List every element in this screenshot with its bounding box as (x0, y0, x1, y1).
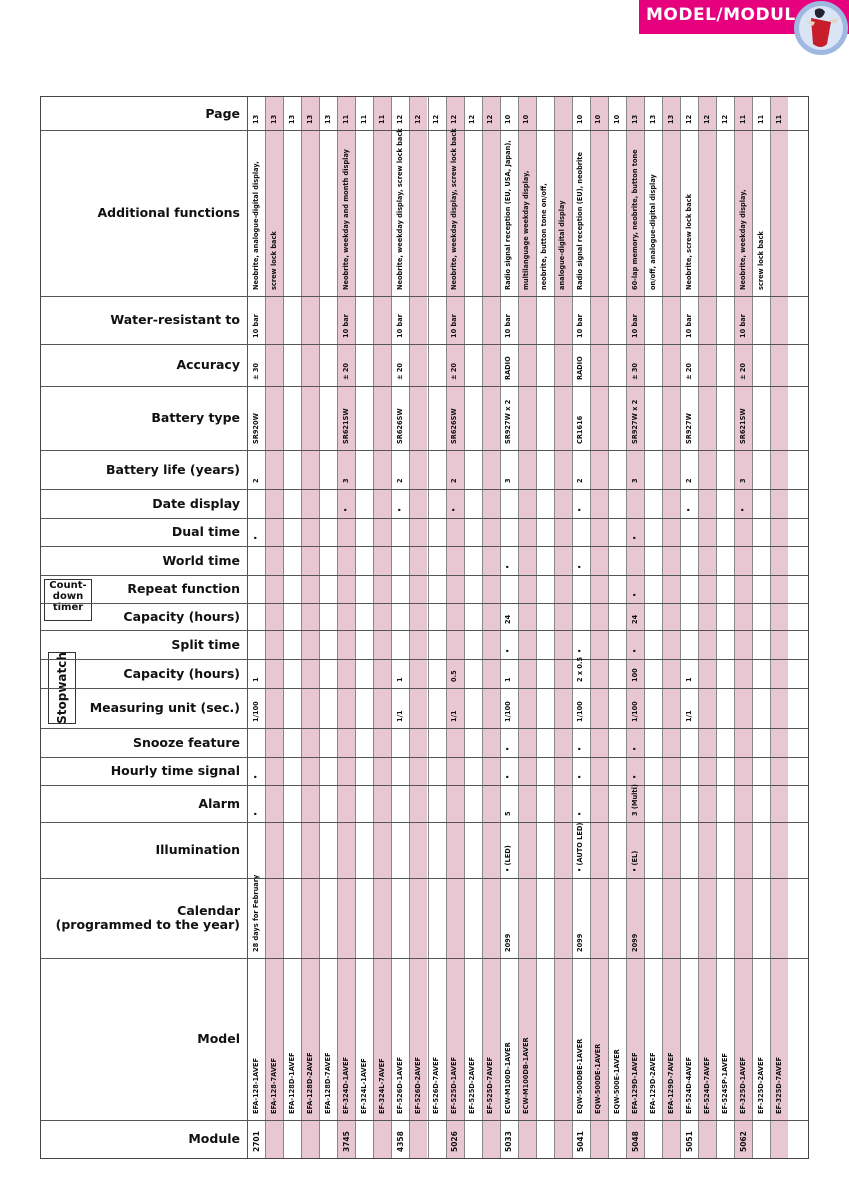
cell-text: Radio signal reception (EU, USA, Japan), (504, 140, 513, 290)
cell-text: ± 20 (684, 363, 693, 380)
cell-text: 11 (341, 114, 350, 124)
cell-text: Neobrite, weekday display, screw lock back (395, 128, 404, 290)
column-divider (464, 97, 465, 1158)
column-stripe (301, 97, 319, 1158)
cell-text: 12 (468, 114, 477, 124)
column-divider (608, 97, 609, 1158)
cell-text: 10 (594, 114, 603, 124)
row-label-split: Split time (171, 636, 240, 652)
cell-text: EF-325D-7AVEF (774, 1057, 783, 1114)
row-label-cd_capacity: Capacity (hours) (123, 608, 240, 624)
cell-text: • (576, 746, 585, 751)
cell-text: Neobrite, weekday and month display (341, 149, 350, 290)
cell-text: SR920W (251, 413, 260, 444)
column-divider (283, 97, 284, 1158)
cell-text: 13 (305, 114, 314, 124)
row-divider (41, 728, 808, 729)
cell-text: • (576, 811, 585, 816)
cell-text: EF-524D-4AVEF (684, 1057, 693, 1114)
row-divider (41, 450, 808, 451)
column-divider (355, 97, 356, 1158)
column-divider (373, 97, 374, 1158)
row-label-model: Model (197, 1031, 240, 1046)
row-divider (41, 386, 808, 387)
cell-text: • (450, 507, 459, 512)
cell-text: Neobrite, weekday display, screw lock back (450, 128, 459, 290)
cell-text: 3 (341, 478, 350, 483)
cell-text: 10 bar (395, 314, 404, 338)
column-divider (446, 97, 447, 1158)
column-divider (752, 97, 753, 1158)
column-stripe (698, 97, 716, 1158)
cell-text: 1/1 (684, 710, 693, 722)
column-stripe (482, 97, 500, 1158)
cell-text: on/off, analogue-digital display (648, 174, 657, 290)
row-label-module: Module (188, 1131, 240, 1146)
cell-text: ± 20 (395, 363, 404, 380)
cell-text: SR927W x 2 (630, 399, 639, 444)
cell-text: 5048 (630, 1131, 640, 1152)
row-divider (41, 296, 808, 297)
cell-text: 12 (486, 114, 495, 124)
cell-text: screw lock back (756, 231, 765, 290)
row-label-battery_life: Battery life (years) (106, 461, 240, 477)
column-stripe (373, 97, 391, 1158)
cell-text: 2 (251, 478, 260, 483)
cell-text: 2099 (630, 933, 639, 952)
cell-text: • (251, 774, 260, 779)
row-divider (41, 603, 808, 604)
cell-text: 3745 (341, 1131, 351, 1152)
cell-text: 1/100 (630, 701, 639, 722)
cell-text: EFA-129D-2AVEF (648, 1052, 657, 1114)
row-divider (41, 822, 808, 823)
cell-text: Neobrite, screw lock back (684, 194, 693, 290)
cell-text: • (630, 746, 639, 751)
cell-text: 5062 (738, 1131, 748, 1152)
cell-text: 12 (684, 114, 693, 124)
label-column-divider (247, 97, 248, 1158)
cell-text: 10 bar (684, 314, 693, 338)
cell-text: analogue-digital display (558, 200, 567, 290)
cell-text: 11 (738, 114, 747, 124)
cell-text: 10 bar (504, 314, 513, 338)
column-divider (644, 97, 645, 1158)
cell-text: • (684, 507, 693, 512)
cell-text: 2099 (576, 933, 585, 952)
cell-text: • (576, 564, 585, 569)
cell-text: SR626SW (395, 408, 404, 444)
cell-text: 12 (395, 114, 404, 124)
cell-text: • (251, 811, 260, 816)
cell-text: ± 20 (341, 363, 350, 380)
column-divider (572, 97, 573, 1158)
row-label-alarm: Alarm (198, 795, 240, 811)
cell-text: 2099 (504, 933, 513, 952)
column-divider (698, 97, 699, 1158)
cell-text: • (AUTO LED) (576, 822, 585, 872)
row-divider (41, 688, 808, 689)
row-divider (41, 958, 808, 959)
cell-text: EFA-128-7AVEF (269, 1058, 278, 1114)
cell-text: EFA-128-1AVEF (251, 1058, 260, 1114)
cell-text: EF-526D-2AVEF (413, 1057, 422, 1114)
column-divider (770, 97, 771, 1158)
cell-text: 11 (377, 114, 386, 124)
cell-text: 60-lap memory, neobrite, button tone (630, 149, 639, 290)
cell-text: 10 bar (450, 314, 459, 338)
row-label-dual: Dual time (171, 524, 240, 539)
cell-text: EF-324D-1AVEF (341, 1057, 350, 1114)
column-divider (500, 97, 501, 1158)
cell-text: ± 30 (251, 363, 260, 380)
cell-text: 12 (432, 114, 441, 124)
cell-text: 1 (504, 677, 513, 682)
cell-text: • (504, 648, 513, 653)
cell-text: 3 (Multi) (630, 784, 639, 816)
row-label-accuracy: Accuracy (176, 357, 240, 372)
cell-text: EF-324L-7AVEF (377, 1058, 386, 1114)
cell-text: SR621SW (738, 408, 747, 444)
cell-text: • (395, 507, 404, 512)
column-stripe (590, 97, 608, 1158)
cell-text: RADIO (576, 356, 585, 380)
cell-text: 10 (612, 114, 621, 124)
cell-text: • (341, 507, 350, 512)
cell-text: 13 (666, 114, 675, 124)
cell-text: 12 (720, 114, 729, 124)
page-title: MODEL/MODUL (646, 5, 796, 25)
cell-text: CR1616 (576, 415, 585, 444)
cell-text: SR626SW (450, 408, 459, 444)
cell-text: EQW-500DBE-1AVER (576, 1038, 585, 1114)
cell-text: 2 (576, 478, 585, 483)
row-label-repeat: Repeat function (127, 581, 240, 596)
cell-text: Radio signal reception (EU), neobrite (576, 152, 585, 290)
cell-text: 10 bar (630, 314, 639, 338)
cell-text: 13 (648, 114, 657, 124)
column-divider (554, 97, 555, 1158)
cell-text: Neobrite, weekday display, (738, 189, 747, 290)
row-divider (41, 659, 808, 660)
cell-text: ECW-M100DB-1AVER (522, 1037, 531, 1114)
row-divider (41, 546, 808, 547)
cell-text: 10 bar (738, 314, 747, 338)
cell-text: 24 (504, 614, 513, 624)
row-label-additional: Additional functions (97, 205, 240, 220)
cell-text: 2701 (251, 1131, 261, 1152)
cell-text: 0.5 (450, 670, 459, 682)
column-stripe (770, 97, 788, 1158)
cell-text: EF-325D-2AVEF (756, 1057, 765, 1114)
cell-text: Neobrite, analogue-digital display, (251, 161, 260, 290)
row-divider (41, 344, 808, 345)
cell-text: 4358 (395, 1131, 405, 1152)
figure-logo-icon (793, 0, 849, 56)
cell-text: EF-524SP-1AVEF (720, 1053, 729, 1114)
cell-text: • (251, 535, 260, 540)
cell-text: SR621SW (341, 408, 350, 444)
cell-text: • (630, 592, 639, 597)
row-label-battery_type: Battery type (151, 410, 240, 425)
cell-text: • (504, 746, 513, 751)
cell-text: 100 (630, 668, 639, 682)
cell-text: screw lock back (269, 231, 278, 290)
cell-text: EFA-129D-1AVEF (630, 1052, 639, 1114)
cell-text: SR927W (684, 413, 693, 444)
cell-text: 10 (504, 114, 513, 124)
cell-text: 3 (630, 478, 639, 483)
cell-text: 5051 (684, 1131, 694, 1152)
cell-text: 10 bar (576, 314, 585, 338)
cell-text: • (EL) (630, 850, 639, 872)
row-label-page: Page (205, 105, 240, 121)
row-label-measuring: Measuring unit (sec.) (89, 700, 240, 715)
column-divider (482, 97, 483, 1158)
countdown-timer-label: Count- down timer (44, 579, 92, 621)
column-stripe (662, 97, 680, 1158)
row-label-illumination: Illumination (155, 842, 240, 857)
cell-text: 1/1 (395, 710, 404, 722)
column-divider (590, 97, 591, 1158)
cell-text: 12 (702, 114, 711, 124)
cell-text: • (576, 774, 585, 779)
cell-text: 13 (269, 114, 278, 124)
cell-text: 5041 (576, 1131, 586, 1152)
cell-text: EFA-128D-7AVEF (323, 1052, 332, 1114)
cell-text: EF-324L-1AVEF (359, 1058, 368, 1114)
column-divider (319, 97, 320, 1158)
column-divider (536, 97, 537, 1158)
cell-text: SR927W x 2 (504, 399, 513, 444)
cell-text: 12 (450, 114, 459, 124)
cell-text: • (504, 774, 513, 779)
stopwatch-label: Stopwatch (48, 652, 76, 724)
cell-text: 13 (630, 114, 639, 124)
cell-text: 3 (504, 478, 513, 483)
column-divider (265, 97, 266, 1158)
cell-text: EF-525D-2AVEF (468, 1057, 477, 1114)
cell-text: • (576, 507, 585, 512)
cell-text: • (738, 507, 747, 512)
cell-text: • (630, 648, 639, 653)
cell-text: 2 (450, 478, 459, 483)
cell-text: EQW-500E-1AVER (612, 1049, 621, 1114)
cell-text: EF-526D-7AVEF (432, 1057, 441, 1114)
cell-text: 1 (251, 677, 260, 682)
column-divider (337, 97, 338, 1158)
cell-text: EF-525D-1AVEF (450, 1057, 459, 1114)
cell-text: EF-524D-7AVEF (702, 1057, 711, 1114)
cell-text: EQW-500DE-1AVER (594, 1043, 603, 1114)
column-divider (662, 97, 663, 1158)
row-label-hourly: Hourly time signal (110, 763, 240, 778)
cell-text: 3 (738, 478, 747, 483)
row-divider (41, 575, 808, 576)
cell-text: 5 (504, 811, 513, 816)
cell-text: 10 (522, 114, 531, 124)
cell-text: • (576, 648, 585, 653)
cell-text: • (630, 535, 639, 540)
cell-text: ± 20 (450, 363, 459, 380)
column-divider (391, 97, 392, 1158)
cell-text: EFA-129D-7AVEF (666, 1052, 675, 1114)
cell-text: EF-525D-7AVEF (486, 1057, 495, 1114)
cell-text: neobrite, button tone on/off, (540, 183, 549, 290)
cell-text: multilanguage weekday display, (522, 170, 531, 290)
row-divider (41, 1120, 808, 1121)
row-label-water: Water-resistant to (110, 312, 240, 327)
row-divider (41, 878, 808, 879)
column-divider (680, 97, 681, 1158)
cell-text: EF-325D-1AVEF (738, 1057, 747, 1114)
cell-text: • (630, 774, 639, 779)
row-label-calendar: Calendar (programmed to the year) (55, 903, 240, 932)
cell-text: 13 (251, 114, 260, 124)
cell-text: RADIO (504, 356, 513, 380)
cell-text: 1 (684, 677, 693, 682)
cell-text: ECW-M100D-1AVER (504, 1042, 513, 1114)
cell-text: 10 bar (341, 314, 350, 338)
cell-text: 1 (395, 677, 404, 682)
cell-text: 28 days for February (251, 874, 260, 952)
cell-text: ± 30 (630, 363, 639, 380)
column-divider (428, 97, 429, 1158)
column-divider (626, 97, 627, 1158)
cell-text: 2 x 0.5 (576, 656, 585, 682)
row-divider (41, 757, 808, 758)
row-divider (41, 489, 808, 490)
cell-text: 2 (684, 478, 693, 483)
row-label-date: Date display (152, 495, 240, 511)
cell-text: 2 (395, 478, 404, 483)
cell-text: 12 (413, 114, 422, 124)
cell-text: 5026 (450, 1131, 460, 1152)
cell-text: EFA-128D-2AVEF (305, 1052, 314, 1114)
column-divider (518, 97, 519, 1158)
row-divider (41, 785, 808, 786)
cell-text: 1/1 (450, 710, 459, 722)
row-label-snooze: Snooze feature (132, 734, 240, 750)
cell-text: 13 (287, 114, 296, 124)
row-divider (41, 130, 808, 131)
cell-text: 11 (359, 114, 368, 124)
cell-text: 11 (756, 114, 765, 124)
row-divider (41, 518, 808, 519)
column-divider (409, 97, 410, 1158)
cell-text: 1/100 (504, 701, 513, 722)
cell-text: 1/100 (576, 701, 585, 722)
cell-text: ± 20 (738, 363, 747, 380)
column-divider (734, 97, 735, 1158)
cell-text: EF-526D-1AVEF (395, 1057, 404, 1114)
cell-text: • (504, 564, 513, 569)
cell-text: 5033 (504, 1131, 514, 1152)
cell-text: 24 (630, 614, 639, 624)
column-divider (716, 97, 717, 1158)
row-label-sw_capacity: Capacity (hours) (123, 665, 240, 681)
row-label-world: World time (162, 552, 240, 568)
cell-text: EFA-128D-1AVEF (287, 1052, 296, 1114)
cell-text: 11 (774, 114, 783, 124)
cell-text: 13 (323, 114, 332, 124)
cell-text: 10 bar (251, 314, 260, 338)
column-divider (301, 97, 302, 1158)
row-divider (41, 630, 808, 631)
cell-text: • (LED) (504, 845, 513, 872)
column-stripe (409, 97, 427, 1158)
cell-text: 10 (576, 114, 585, 124)
cell-text: 1/100 (251, 701, 260, 722)
